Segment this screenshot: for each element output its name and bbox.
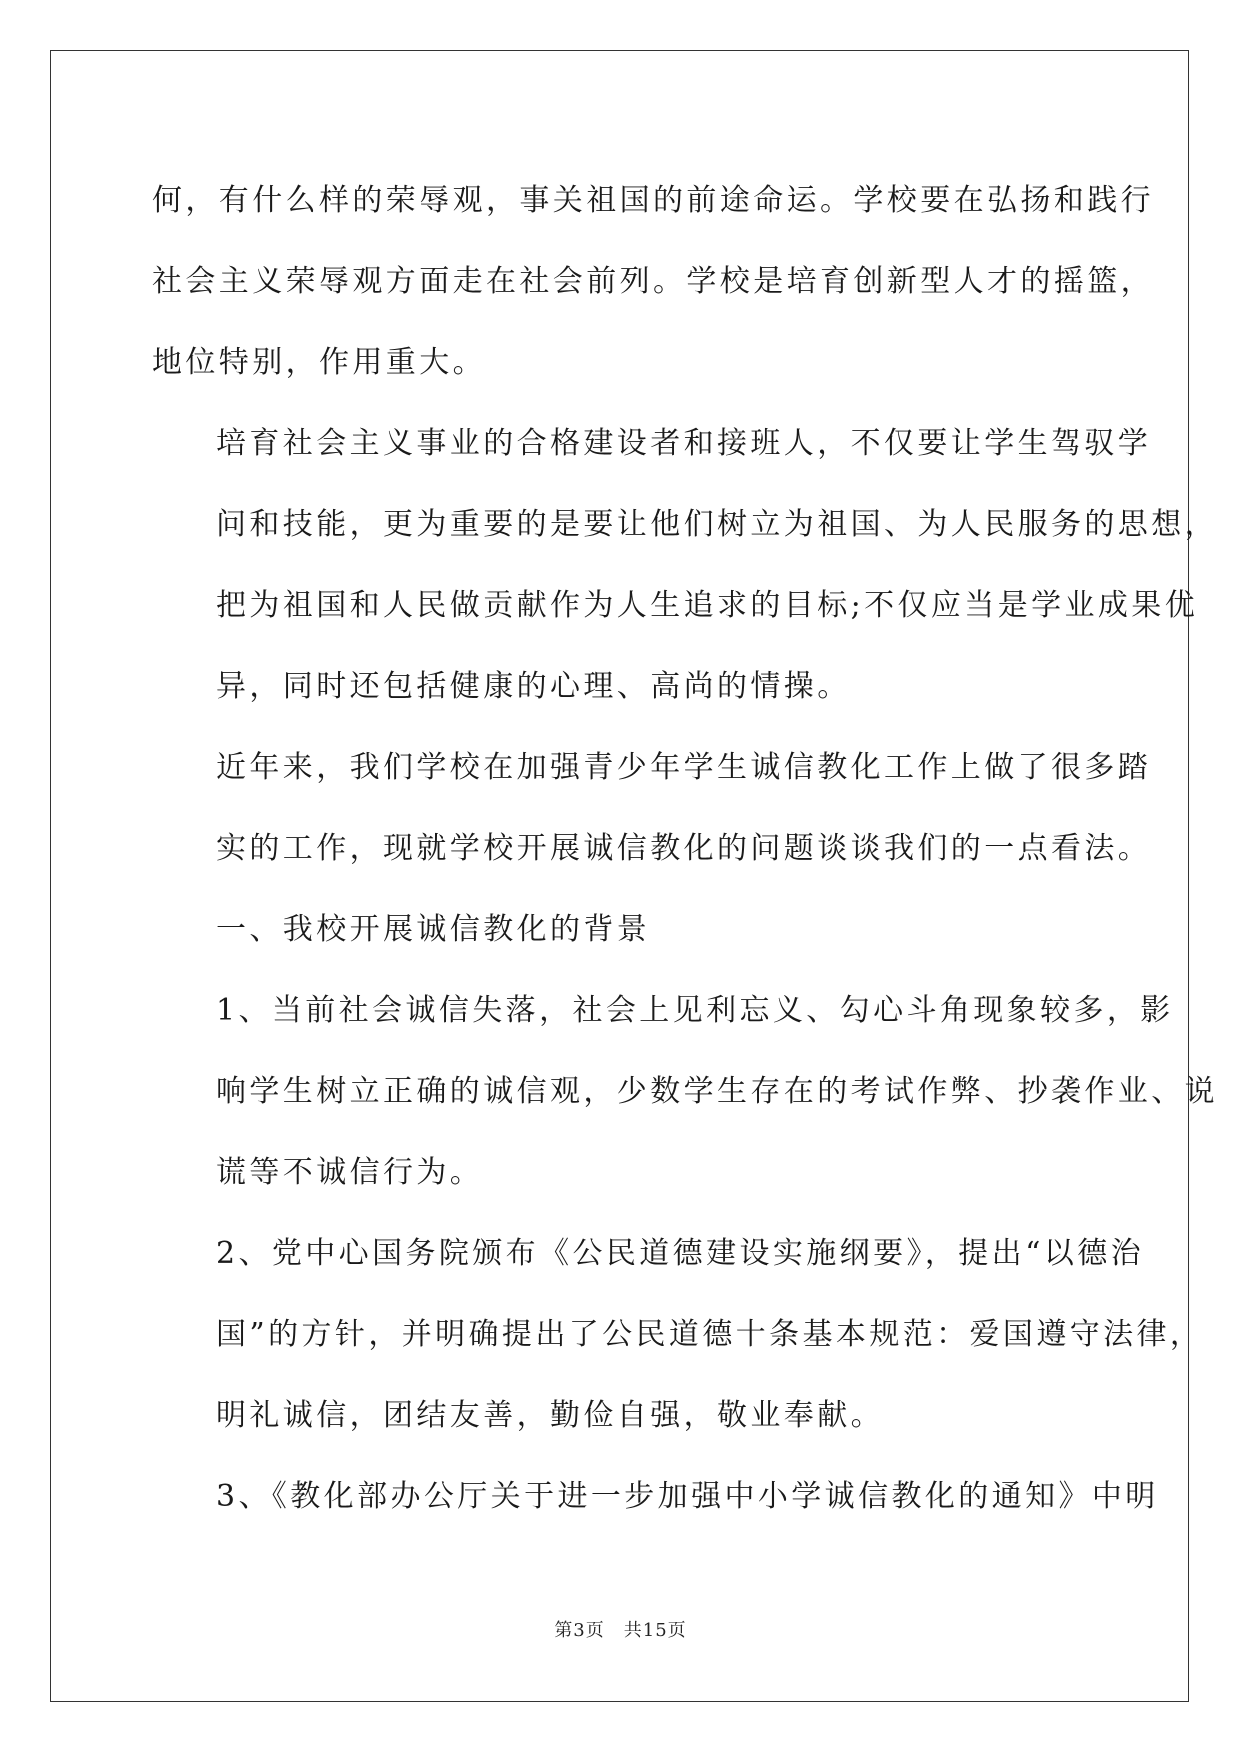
page-number-footer: 第3页 共15页 xyxy=(554,1620,687,1641)
text-line: 一、我校开展诚信教化的背景 xyxy=(216,912,651,947)
paragraph-3 xyxy=(152,727,1152,889)
paragraph-1 xyxy=(152,160,1154,403)
text-line: 响学生树立正确的诚信观，少数学生存在的考试作弊、抄袭作业、说 xyxy=(216,1074,1218,1109)
text-line: 1、当前社会诚信失落，社会上见利忘义、勾心斗角现象较多，影 xyxy=(216,993,1174,1028)
text-line: 谎等不诚信行为。 xyxy=(216,1155,484,1190)
text-line: 2、党中心国务院颁布《公民道德建设实施纲要》，提出“以德治 xyxy=(216,1236,1145,1271)
paragraph-item-3 xyxy=(152,1456,1159,1537)
text-line: 近年来，我们学校在加强青少年学生诚信教化工作上做了很多踏 xyxy=(216,750,1152,785)
text-line: 异，同时还包括健康的心理、高尚的情操。 xyxy=(216,669,851,704)
document-body xyxy=(152,160,1218,1537)
text-line: 3、《教化部办公厅关于进一步加强中小学诚信教化的通知》中明 xyxy=(216,1479,1159,1514)
text-line: 实的工作，现就学校开展诚信教化的问题谈谈我们的一点看法。 xyxy=(216,831,1152,866)
section-heading xyxy=(152,889,1096,970)
text-line: 地位特别，作用重大。 xyxy=(152,345,486,380)
text-line: 社会主义荣辱观方面走在社会前列。学校是培育创新型人才的摇篮， xyxy=(152,264,1154,299)
paragraph-item-2 xyxy=(152,1213,1204,1456)
text-line: 国”的方针，并明确提出了公民道德十条基本规范：爱国遵守法律， xyxy=(216,1317,1204,1352)
text-line: 何，有什么样的荣辱观，事关祖国的前途命运。学校要在弘扬和践行 xyxy=(152,183,1154,218)
paragraph-2 xyxy=(152,403,1218,727)
paragraph-item-1 xyxy=(152,970,1218,1213)
text-line: 明礼诚信，团结友善，勤俭自强，敬业奉献。 xyxy=(216,1398,884,1433)
text-line: 培育社会主义事业的合格建设者和接班人，不仅要让学生驾驭学 xyxy=(216,426,1152,461)
text-line: 问和技能，更为重要的是要让他们树立为祖国、为人民服务的思想， xyxy=(216,507,1218,542)
text-line: 把为祖国和人民做贡献作为人生追求的目标;不仅应当是学业成果优 xyxy=(216,588,1199,623)
